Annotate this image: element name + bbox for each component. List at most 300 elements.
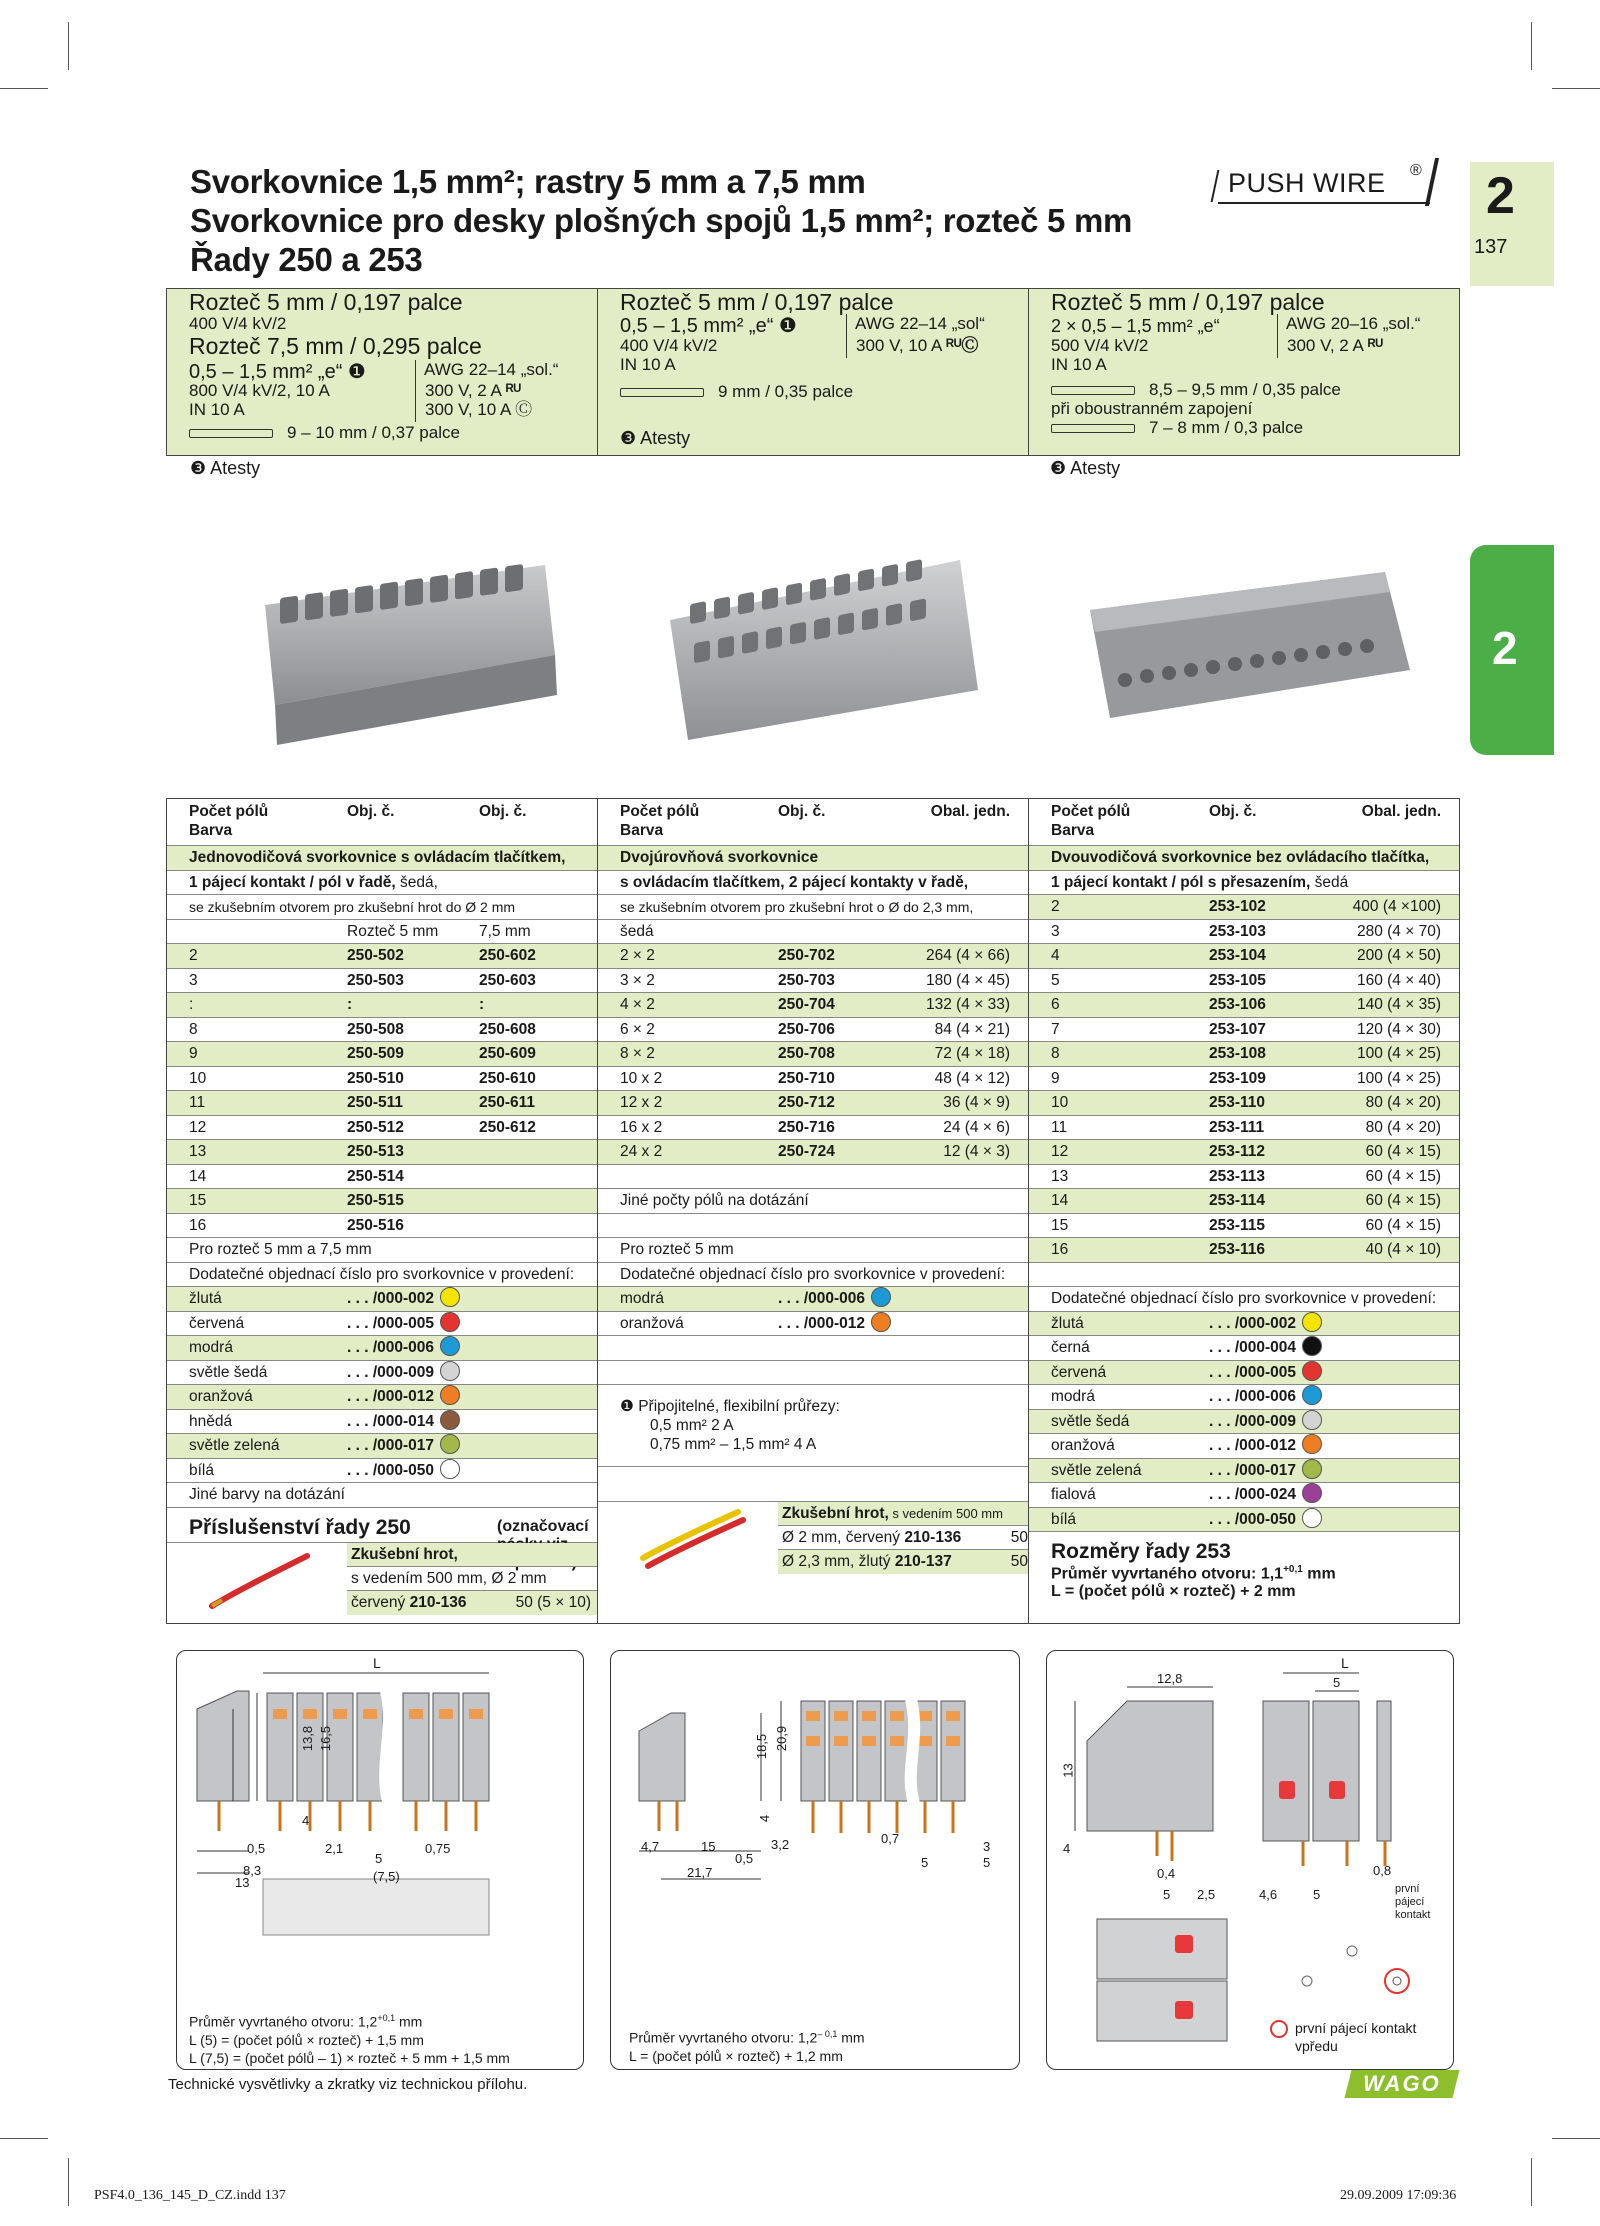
strip-length-icon xyxy=(1051,424,1135,433)
color-swatch-icon xyxy=(440,1361,460,1381)
dim-pin-offset: 3,2 xyxy=(771,1837,790,1852)
cell-item-no: 253-108 xyxy=(1209,1045,1266,1062)
table-title: šedá xyxy=(598,920,1028,945)
crop-mark xyxy=(0,2138,48,2139)
cell-color-name: světle šedá xyxy=(189,1363,268,1381)
cell-item-no: 250-503 xyxy=(347,971,404,989)
table-row xyxy=(167,993,597,1018)
cell-poles: 12 xyxy=(1051,1143,1069,1160)
dim-pin: 4 xyxy=(757,1814,773,1823)
spec-cross-section: 0,5 – 1,5 mm² „e“ ❶ xyxy=(189,361,366,383)
cell-poles: : xyxy=(189,996,194,1013)
cell-poles: 9 xyxy=(189,1045,198,1062)
test-probe-icon xyxy=(207,1551,317,1611)
cell-color-suffix: . . . /000-009 xyxy=(1209,1410,1322,1434)
cell-color-suffix: . . . /000-004 xyxy=(1209,1336,1322,1360)
table-row xyxy=(1029,1385,1459,1410)
color-swatch-icon xyxy=(871,1287,891,1307)
table-row xyxy=(167,1410,597,1435)
title-line-3: Řady 250 a 253 xyxy=(190,241,423,278)
dim-pitch-alt: (7,5) xyxy=(373,1869,400,1884)
table-pitch-row xyxy=(167,920,597,945)
cell-item-no: 250-510 xyxy=(347,1069,404,1087)
table-row xyxy=(1029,993,1459,1018)
cell-color-name: modrá xyxy=(1051,1388,1095,1405)
cell-poles: 10 xyxy=(1051,1094,1069,1111)
technical-drawing xyxy=(177,1651,583,1951)
cell-color-name: fialová xyxy=(1051,1486,1096,1503)
cell-poles: 3 × 2 xyxy=(620,971,655,989)
table-title-color: šedá xyxy=(1310,873,1349,891)
spec-col-253 xyxy=(1029,289,1459,455)
dim-depth: 21,7 xyxy=(687,1865,713,1880)
table-note: Pro rozteč 5 mm xyxy=(598,1238,1028,1263)
cell-poles: 4 × 2 xyxy=(620,996,655,1013)
color-swatch-icon xyxy=(1302,1410,1322,1430)
cell-pack-unit: 264 (4 × 66) xyxy=(925,947,1010,964)
color-swatch-icon xyxy=(1302,1336,1322,1356)
cell-pack-unit: 12 (4 × 3) xyxy=(943,1143,1010,1160)
dim-mid: 15 xyxy=(701,1839,716,1854)
accessories-subtitle: (označovací xyxy=(497,1517,589,1535)
chapter-number: 2 xyxy=(1486,167,1515,225)
cell-poles: 16 x 2 xyxy=(620,1118,663,1136)
spec-nominal-current: IN 10 A xyxy=(620,355,676,374)
cell-item-no: 250-513 xyxy=(347,1143,404,1160)
dim-pin: 4 xyxy=(1063,1841,1071,1856)
dim-pin-width: 0,4 xyxy=(1157,1866,1176,1881)
cell-item-no-2: 250-603 xyxy=(479,971,536,989)
table-empty-row xyxy=(1029,1263,1459,1288)
table-row xyxy=(1029,969,1459,994)
cell-poles: 15 xyxy=(189,1192,207,1209)
color-swatch-icon xyxy=(440,1287,460,1307)
cell-color-name: světle zelená xyxy=(1051,1461,1142,1479)
hole-tolerance: +0,1 xyxy=(377,2013,396,2023)
accessory-desc: s vedením 500 mm xyxy=(888,1506,1003,1521)
color-swatch-icon xyxy=(440,1434,460,1454)
cell-item-no: : xyxy=(347,996,353,1013)
cell-item-no: 253-112 xyxy=(1209,1143,1266,1160)
cell-poles: 13 xyxy=(1051,1167,1069,1185)
cell-pack-unit: 72 (4 × 18) xyxy=(934,1045,1010,1062)
footnote-line: 0,5 mm² 2 A xyxy=(650,1417,734,1434)
dim-offset: 2,5 xyxy=(1197,1887,1216,1902)
cell-poles: 11 xyxy=(189,1094,206,1111)
footnote-title: ❶ Připojitelné, flexibilní průřezy: xyxy=(620,1398,840,1415)
dim-height-1: 13,8 xyxy=(300,1725,316,1752)
table-row xyxy=(1029,1459,1459,1484)
spec-strip-length xyxy=(189,423,597,442)
cell-pack-unit: 80 (4 × 20) xyxy=(1365,1118,1441,1136)
cell-item-no-2: : xyxy=(479,996,485,1013)
table-row xyxy=(1029,1312,1459,1337)
spec-ul-text: 300 V, 2 A xyxy=(1287,336,1363,355)
cell-poles: 3 xyxy=(1051,922,1060,940)
cell-poles: 2 × 2 xyxy=(620,947,655,964)
cell-color-suffix: . . . /000-002 xyxy=(1209,1312,1322,1336)
cell-item-no: 250-515 xyxy=(347,1192,404,1209)
table-row xyxy=(167,1189,597,1214)
table-row xyxy=(1029,1116,1459,1141)
spec-pitch-2: Rozteč 7,5 mm / 0,295 palce xyxy=(189,333,482,359)
cell-item-no: 253-104 xyxy=(1209,947,1266,964)
cell-poles: 15 xyxy=(1051,1216,1069,1234)
dim-L: L xyxy=(1341,1655,1349,1671)
col-color: Barva xyxy=(189,822,233,839)
cell-item-no-2: 250-608 xyxy=(479,1020,536,1038)
spec-cross-section: 2 × 0,5 – 1,5 mm² „e“ xyxy=(1051,316,1220,336)
color-swatch-icon xyxy=(440,1385,460,1405)
drawing-250-double xyxy=(610,1650,1020,2070)
cell-poles: 16 xyxy=(189,1216,207,1234)
logo-slash xyxy=(1211,170,1220,202)
table-note: Dodatečné objednací číslo pro svorkovnice v provedení: xyxy=(167,1263,597,1288)
table-row xyxy=(167,1312,597,1337)
table-title xyxy=(1029,871,1459,896)
cell-color-suffix: . . . /000-017 xyxy=(347,1434,460,1458)
spec-rating: 400 V/4 kV/2 xyxy=(620,336,718,355)
col-pack-unit: Obal. jedn. xyxy=(1361,803,1441,820)
col-color: Barva xyxy=(1051,822,1095,839)
cell-item-no-2: 250-609 xyxy=(479,1045,536,1062)
cell-pack-unit: 200 (4 × 50) xyxy=(1356,947,1441,964)
table-row xyxy=(1029,1434,1459,1459)
drawing-253 xyxy=(1046,1650,1454,2070)
test-probe-icon xyxy=(638,1508,748,1570)
accessory-item-no: 210-136 xyxy=(904,1529,962,1546)
cell-poles: 14 xyxy=(189,1167,207,1185)
formula-5: L (5) = (počet pólů × rozteč) + 1,5 mm xyxy=(189,2031,424,2048)
strip-length-text: 8,5 – 9,5 mm / 0,35 palce xyxy=(1149,380,1341,399)
table-row xyxy=(1029,1067,1459,1092)
table-header xyxy=(167,799,597,846)
cell-item-no-2: 250-610 xyxy=(479,1069,536,1087)
cell-color-name: modrá xyxy=(189,1339,233,1356)
spec-nominal-current: IN 10 A xyxy=(189,400,245,419)
crop-mark xyxy=(68,22,69,70)
spec-strip-length xyxy=(1051,380,1459,399)
cell-color-name: červená xyxy=(1051,1363,1107,1381)
crop-mark xyxy=(0,88,48,89)
table-250-double xyxy=(598,799,1029,1623)
color-swatch-icon xyxy=(1302,1483,1322,1503)
cell-pack-unit: 180 (4 × 45) xyxy=(925,971,1010,989)
table-row xyxy=(167,1214,597,1239)
accessory-test-probe xyxy=(598,1502,1028,1574)
cell-item-no: 250-502 xyxy=(347,947,404,964)
table-row xyxy=(167,1165,597,1190)
table-row xyxy=(167,1385,597,1410)
cell-color-name: žlutá xyxy=(1051,1314,1084,1332)
spec-col-250-single xyxy=(167,289,598,455)
table-row xyxy=(167,1140,597,1165)
table-row xyxy=(598,1091,1028,1116)
spec-approvals-3: ❸ Atesty xyxy=(1050,458,1121,478)
cell-item-no-2: 250-612 xyxy=(479,1118,536,1136)
dims-formula: L = (počet pólů × rozteč) + 2 mm xyxy=(1051,1583,1296,1601)
cell-poles: 16 xyxy=(1051,1241,1069,1258)
col-poles: Počet pólů xyxy=(1051,803,1131,820)
cell-item-no: 253-105 xyxy=(1209,971,1266,989)
chapter-side-tab[interactable] xyxy=(1470,545,1554,755)
ul-mark-icon: ᴿᵁ xyxy=(1367,336,1383,355)
table-row xyxy=(167,1336,597,1361)
dim-pitch-2: 5 xyxy=(983,1855,991,1870)
table-title-color: šedá, xyxy=(395,873,438,891)
table-empty-row xyxy=(598,1467,1028,1502)
crop-mark xyxy=(1531,2158,1532,2206)
cell-item-no: 253-116 xyxy=(1209,1241,1266,1258)
hole-note xyxy=(629,2025,865,2047)
formula: L = (počet pólů × rozteč) + 1,2 mm xyxy=(629,2047,843,2064)
accessory-desc: s vedením 500 mm, Ø 2 mm xyxy=(347,1567,597,1591)
cell-item-no-2: 250-602 xyxy=(479,947,536,964)
spec-strip-length-2 xyxy=(1051,418,1459,437)
cell-poles: 24 x 2 xyxy=(620,1143,663,1160)
cell-poles: 3 xyxy=(189,971,198,989)
col-item-no: Obj. č. xyxy=(347,803,395,820)
cell-item-no: 250-509 xyxy=(347,1045,404,1062)
hole-unit: mm xyxy=(395,2013,423,2030)
accessory-color: Ø 2,3 mm, žlutý xyxy=(782,1553,895,1570)
crop-mark xyxy=(1552,2138,1600,2139)
footer-date: 29.09.2009 17:09:36 xyxy=(1340,2188,1457,2203)
spec-awg-text: AWG 22–14 „sol“ xyxy=(855,314,985,333)
cell-item-no: 250-702 xyxy=(778,947,835,964)
cell-poles: 8 xyxy=(189,1020,198,1038)
table-row xyxy=(167,1067,597,1092)
cell-poles: 7 xyxy=(1051,1020,1060,1038)
table-row xyxy=(598,1116,1028,1141)
pitch-7-5: 7,5 mm xyxy=(479,922,531,940)
table-row xyxy=(598,1140,1028,1165)
accessories-title xyxy=(167,1508,597,1543)
spec-rating-2: 800 V/4 kV/2, 10 A xyxy=(189,381,330,400)
table-row xyxy=(167,1018,597,1043)
hole-diameter: Průměr vyvrtaného otvoru: 1,2 xyxy=(189,2013,378,2030)
spec-ul xyxy=(856,336,978,355)
cell-poles: 12 xyxy=(189,1118,207,1136)
cell-color-name: oranžová xyxy=(189,1388,253,1405)
cell-color-suffix: . . . /000-006 xyxy=(347,1336,460,1360)
cell-pack-unit: 36 (4 × 9) xyxy=(943,1094,1010,1111)
page-number: 137 xyxy=(1474,236,1508,258)
spec-nominal-current: IN 10 A xyxy=(1051,355,1107,374)
accessory-order xyxy=(778,1526,1028,1550)
cell-item-no: 250-512 xyxy=(347,1118,404,1136)
cell-color-suffix: . . . /000-005 xyxy=(347,1312,460,1336)
dim-height-2: 16,5 xyxy=(318,1725,334,1752)
dim-pin-2: 0,8 xyxy=(1373,1863,1392,1878)
strip-length-icon xyxy=(1051,386,1135,395)
table-row xyxy=(1029,1483,1459,1508)
cell-item-no: 253-107 xyxy=(1209,1020,1266,1038)
cell-poles: 10 x 2 xyxy=(620,1069,663,1087)
push-wire-logo xyxy=(1218,164,1430,204)
cell-color-suffix: . . . /000-050 xyxy=(1209,1508,1322,1532)
accessory-item-no: 210-137 xyxy=(894,1553,952,1570)
table-note: Pro rozteč 5 mm a 7,5 mm xyxy=(167,1238,597,1263)
cell-color-suffix: . . . /000-017 xyxy=(1209,1459,1322,1483)
technical-drawing xyxy=(1047,1651,1453,2071)
spec-approvals: ❸ Atesty xyxy=(620,428,691,448)
cell-poles: 2 xyxy=(1051,898,1060,915)
dim-height-2: 20,9 xyxy=(774,1725,790,1752)
dims-253 xyxy=(1029,1532,1459,1601)
cell-poles: 6 × 2 xyxy=(620,1020,655,1038)
col-pack-unit: Obal. jedn. xyxy=(930,803,1010,820)
col-poles: Počet pólů xyxy=(189,803,269,820)
color-swatch-icon xyxy=(1302,1459,1322,1479)
dim-pitch-2: 5 xyxy=(1313,1887,1321,1902)
table-row xyxy=(167,1287,597,1312)
table-row xyxy=(1029,1091,1459,1116)
table-row xyxy=(167,1361,597,1386)
accessory-pack: 50 xyxy=(1010,1553,1028,1570)
spec-box xyxy=(166,288,1460,456)
color-swatch-icon xyxy=(440,1410,460,1430)
dim-pin-width: 0,5 xyxy=(735,1851,754,1866)
dim-pitch: 5 xyxy=(921,1855,929,1870)
dim-height-1: 18,5 xyxy=(754,1733,770,1760)
dim-offset: 8,3 xyxy=(243,1863,262,1878)
hole-unit: mm xyxy=(837,2029,865,2046)
dims-title: Rozměry řady 253 xyxy=(1051,1540,1231,1563)
spec-cross-section: 0,5 – 1,5 mm² „e“ ❶ xyxy=(620,315,797,337)
dim-front: 4,7 xyxy=(641,1839,660,1854)
cell-color-name: červená xyxy=(189,1314,245,1332)
cell-color-name: světle šedá xyxy=(1051,1412,1130,1430)
table-row xyxy=(167,1091,597,1116)
dim-front: 4,6 xyxy=(1259,1887,1278,1902)
strip-length-text: 7 – 8 mm / 0,3 palce xyxy=(1149,418,1304,437)
table-title-bold: 1 pájecí kontakt / pól v řadě, xyxy=(189,873,396,891)
table-row xyxy=(598,1312,1028,1337)
ul-mark-icon: ᴿᵁ xyxy=(505,381,521,400)
accessory-pack: 50 (5 × 10) xyxy=(515,1593,591,1611)
cell-color-suffix: . . . /000-012 xyxy=(1209,1434,1322,1458)
spec-pitch: Rozteč 5 mm / 0,197 palce xyxy=(1051,289,1325,315)
cell-color-name: oranžová xyxy=(620,1314,684,1332)
cell-color-suffix: . . . /000-050 xyxy=(347,1459,460,1483)
cell-pack-unit: 24 (4 × 6) xyxy=(943,1118,1010,1136)
color-swatch-icon xyxy=(1302,1434,1322,1454)
cell-pack-unit: 60 (4 × 15) xyxy=(1365,1167,1441,1185)
spec-col-250-double xyxy=(598,289,1029,455)
formula-7-5: L (7,5) = (počet pólů – 1) × rozteč + 5 mm + 1,5 mm xyxy=(189,2049,510,2066)
cell-item-no: 250-704 xyxy=(778,996,835,1013)
spec-ul-1 xyxy=(425,381,521,400)
hole-note xyxy=(189,2009,510,2031)
cell-pack-unit: 48 (4 × 12) xyxy=(934,1069,1010,1087)
cell-pack-unit: 120 (4 × 30) xyxy=(1356,1020,1441,1038)
cell-pack-unit: 100 (4 × 25) xyxy=(1356,1069,1441,1087)
cell-poles: 5 xyxy=(1051,971,1060,989)
table-row xyxy=(1029,1140,1459,1165)
spec-ul-1-text: 300 V, 2 A xyxy=(425,381,501,400)
cell-color-name: bílá xyxy=(1051,1510,1076,1528)
cell-item-no: 253-113 xyxy=(1209,1167,1266,1185)
logo-slash-right xyxy=(1425,158,1439,206)
push-wire-reg: ® xyxy=(1410,162,1422,179)
dim-pin-width: 0,5 xyxy=(247,1841,266,1856)
cell-item-no: 250-514 xyxy=(347,1167,404,1185)
table-row xyxy=(1029,1189,1459,1214)
strip-length-text: 9 – 10 mm / 0,37 palce xyxy=(287,423,460,442)
footnote-line: 0,75 mm² – 1,5 mm² 4 A xyxy=(650,1436,817,1453)
cell-poles: 11 xyxy=(1051,1118,1068,1136)
cell-item-no: 250-511 xyxy=(347,1094,404,1111)
drawing-note xyxy=(189,2009,510,2067)
cell-color-name: modrá xyxy=(620,1290,664,1307)
product-photo-250-single xyxy=(245,545,565,745)
accessory-order xyxy=(778,1550,1028,1574)
cell-color-suffix: . . . /000-005 xyxy=(1209,1361,1322,1385)
cell-pack-unit: 100 (4 × 25) xyxy=(1356,1045,1441,1062)
color-swatch-icon xyxy=(1302,1508,1322,1528)
cell-item-no: 253-114 xyxy=(1209,1192,1266,1209)
dims-unit: mm xyxy=(1302,1565,1336,1583)
cell-color-name: hnědá xyxy=(189,1412,233,1430)
cell-item-no: 250-710 xyxy=(778,1069,835,1087)
crop-mark xyxy=(1552,88,1600,89)
table-title: s ovládacím tlačítkem, 2 pájecí kontakty v řadě, xyxy=(598,871,1028,896)
spec-approvals-1: ❸ Atesty xyxy=(190,458,261,478)
title-line-1: Svorkovnice 1,5 mm²; rastry 5 mm a 7,5 mm xyxy=(190,163,866,200)
table-row xyxy=(598,993,1028,1018)
chapter-box xyxy=(1470,162,1554,286)
csa-mark-icon: Ⓒ xyxy=(515,400,533,419)
cell-item-no: 253-111 xyxy=(1209,1118,1265,1136)
spec-ul-text: 300 V, 10 A xyxy=(856,336,942,355)
color-swatch-icon xyxy=(1302,1361,1322,1381)
table-row xyxy=(598,944,1028,969)
accessory-item-no: 210-136 xyxy=(409,1593,467,1611)
product-photo-253 xyxy=(1085,570,1415,730)
dim-pitch-top: 5 xyxy=(1333,1675,1341,1690)
cell-pack-unit: 80 (4 × 20) xyxy=(1365,1094,1441,1111)
drawing-note xyxy=(629,2025,865,2065)
table-title-bold: 1 pájecí kontakt / pól s přesazením, xyxy=(1051,873,1311,891)
table-header xyxy=(598,799,1028,846)
cell-item-no: 253-103 xyxy=(1209,922,1266,940)
table-header xyxy=(1029,799,1459,846)
table-title: Dvouvodičová svorkovnice bez ovládacího tlačítka, xyxy=(1029,846,1459,871)
strip-length-text: 9 mm / 0,35 palce xyxy=(718,382,854,401)
color-swatch-icon xyxy=(871,1312,891,1332)
cell-color-suffix: . . . /000-006 xyxy=(778,1287,891,1311)
cell-pack-unit: 60 (4 × 15) xyxy=(1365,1216,1441,1234)
cell-pack-unit: 132 (4 × 33) xyxy=(925,996,1010,1013)
col-poles: Počet pólů xyxy=(620,803,700,820)
first-contact-legend: první pájecí kontakt vpředu xyxy=(1295,2020,1417,2054)
cell-color-name: bílá xyxy=(189,1461,214,1479)
cell-poles: 13 xyxy=(189,1143,207,1160)
table-row xyxy=(1029,944,1459,969)
cell-poles: 8 xyxy=(1051,1045,1060,1062)
dim-width: 12,8 xyxy=(1157,1671,1183,1686)
dim-pin-2: 0,7 xyxy=(881,1831,900,1846)
table-row xyxy=(167,969,597,994)
ul-mark-icon: ᴿᵁⒸ xyxy=(946,336,979,355)
hole-tolerance: – 0,1 xyxy=(817,2029,838,2039)
cell-item-no: 250-708 xyxy=(778,1045,835,1062)
cell-poles: 8 × 2 xyxy=(620,1045,655,1062)
accessory-color: červený xyxy=(351,1593,410,1611)
accessory-name-bold: Zkušební hrot, xyxy=(782,1505,889,1522)
table-row xyxy=(1029,1410,1459,1435)
